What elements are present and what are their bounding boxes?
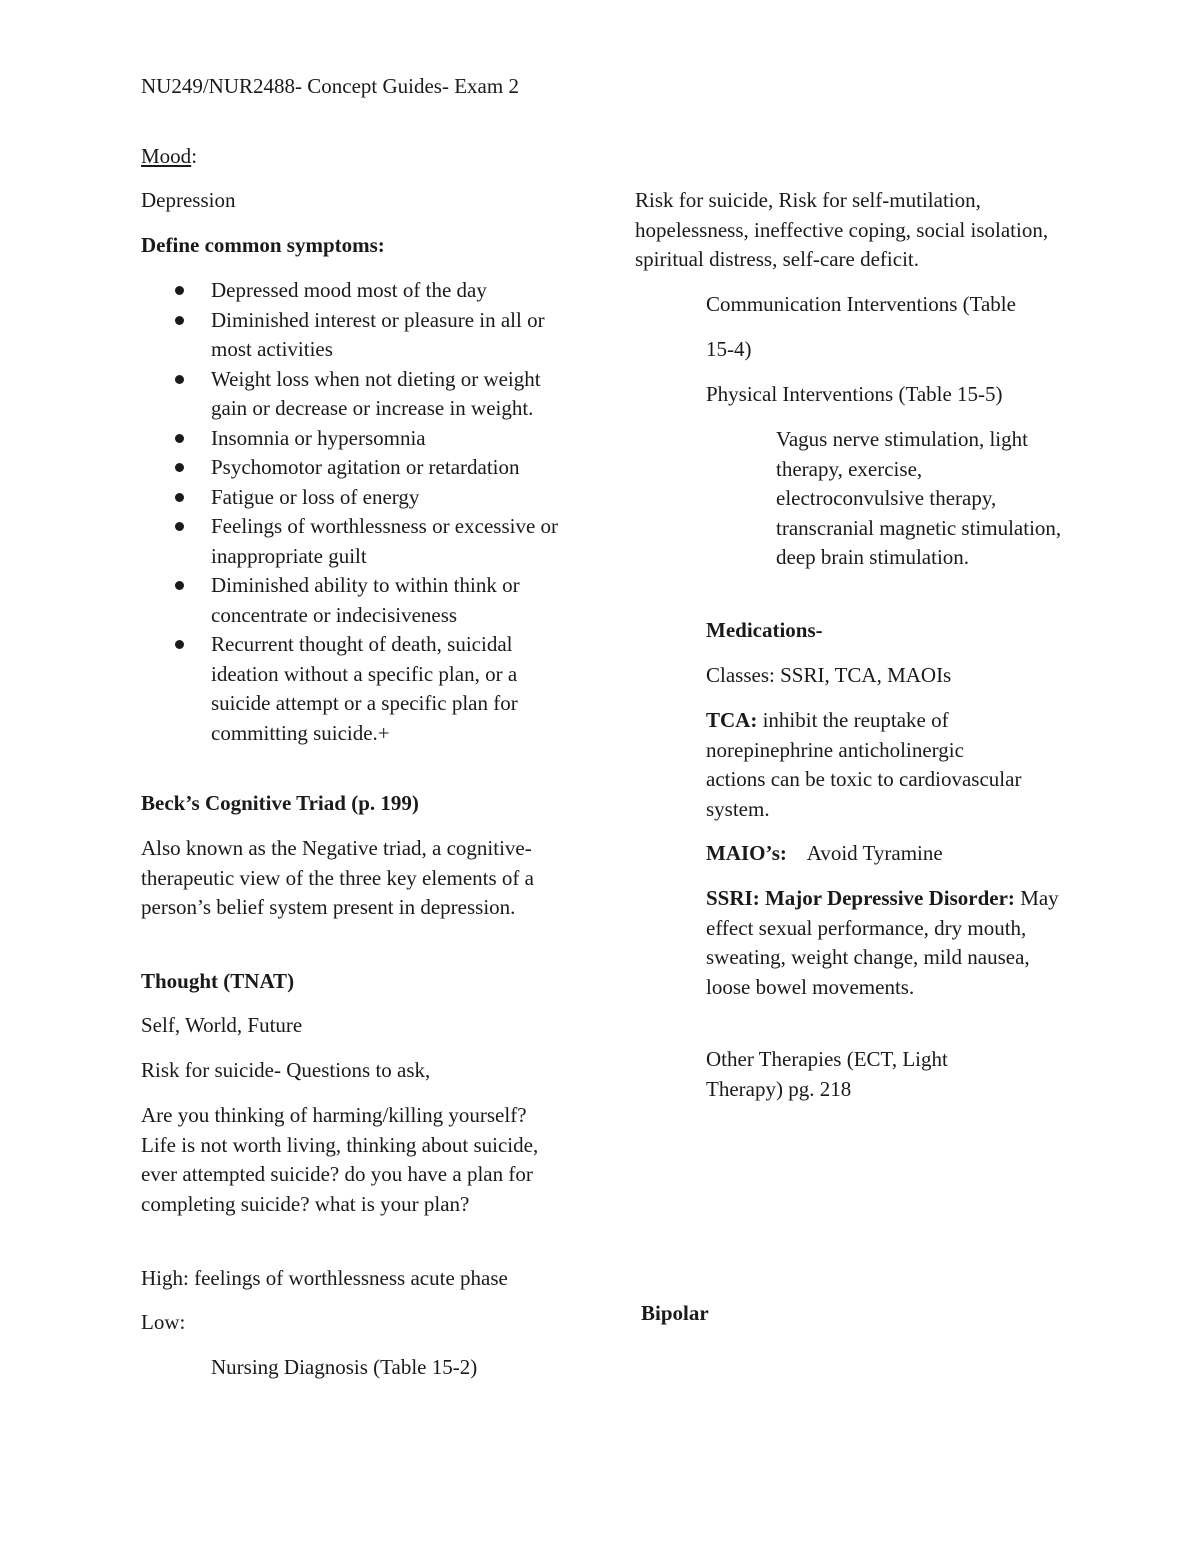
beck-heading: Beck’s Cognitive Triad (p. 199) bbox=[141, 791, 419, 815]
ssri-text: May effect sexual performance, dry mouth, sweating, weight change, mild nausea, loose bowel movements. bbox=[706, 886, 1059, 999]
medication-classes: Classes: SSRI, TCA, MAOIs bbox=[706, 663, 952, 687]
other-therapies: Other Therapies (ECT, Light Therapy) pg. 218 bbox=[706, 1047, 948, 1101]
risk-questions: Are you thinking of harming/killing yourself? Life is not worth living, thinking about suicide, ever attempted suicide? do you have a plan for completing suicide? what is your plan? bbox=[141, 1103, 539, 1216]
list-item: Feelings of worthlessness or excessive or inappropriate guilt bbox=[141, 512, 571, 571]
maoi-label: MAIO’s: bbox=[706, 841, 787, 865]
medications-heading: Medications- bbox=[706, 618, 823, 642]
risk-low: Low: bbox=[141, 1310, 186, 1334]
maoi-paragraph bbox=[706, 839, 943, 869]
nursing-diagnoses-list: Risk for suicide, Risk for self-mutilation, hopelessness, ineffective coping, social isolation, spiritual distress, self-care deficit. bbox=[635, 188, 1049, 271]
document-header: NU249/NUR2488- Concept Guides- Exam 2 bbox=[141, 74, 519, 98]
list-item: Insomnia or hypersomnia bbox=[141, 424, 571, 454]
ssri-label: SSRI: Major Depressive Disorder: bbox=[706, 886, 1015, 910]
list-item: Weight loss when not dieting or weight gain or decrease or increase in weight. bbox=[141, 365, 571, 424]
depression-label: Depression bbox=[141, 188, 236, 212]
tca-text: inhibit the reuptake of norepinephrine anticholinergic actions can be toxic to cardiovascular system. bbox=[706, 708, 1022, 821]
mood-title bbox=[141, 142, 197, 172]
maoi-text: Avoid Tyramine bbox=[786, 841, 943, 865]
physical-interventions: Physical Interventions (Table 15-5) bbox=[706, 382, 1003, 406]
beck-description: Also known as the Negative triad, a cognitive-therapeutic view of the three key elements of a person’s belief system present in depression. bbox=[141, 836, 534, 919]
list-item: Diminished interest or pleasure in all or most activities bbox=[141, 306, 571, 365]
risk-intro: Risk for suicide- Questions to ask, bbox=[141, 1058, 431, 1082]
ssri-paragraph bbox=[706, 884, 1061, 1002]
symptom-list bbox=[141, 276, 571, 748]
thought-heading: Thought (TNAT) bbox=[141, 969, 295, 993]
nursing-diagnosis-ref: Nursing Diagnosis (Table 15-2) bbox=[211, 1355, 478, 1379]
list-item: Psychomotor agitation or retardation bbox=[141, 453, 571, 483]
communication-interventions-table: 15-4) bbox=[706, 337, 752, 361]
risk-high: High: feelings of worthlessness acute phase bbox=[141, 1266, 508, 1290]
tca-label: TCA: bbox=[706, 708, 758, 732]
tca-paragraph bbox=[706, 706, 1026, 824]
thought-items: Self, World, Future bbox=[141, 1013, 303, 1037]
mood-colon: : bbox=[191, 144, 198, 168]
list-item: Fatigue or loss of energy bbox=[141, 483, 571, 513]
bipolar-heading: Bipolar bbox=[641, 1301, 709, 1325]
communication-interventions: Communication Interventions (Table bbox=[706, 292, 1016, 316]
list-item: Depressed mood most of the day bbox=[141, 276, 571, 306]
mood-label: Mood bbox=[141, 144, 192, 168]
physical-interventions-list: Vagus nerve stimulation, light therapy, exercise, electroconvulsive therapy, transcranial magnetic stimulation, deep brain stimulation. bbox=[776, 427, 1062, 569]
symptoms-heading: Define common symptoms: bbox=[141, 233, 385, 257]
list-item: Diminished ability to within think or concentrate or indecisiveness bbox=[141, 571, 571, 630]
list-item: Recurrent thought of death, suicidal ideation without a specific plan, or a suicide attempt or a specific plan for committing suicide.+ bbox=[141, 630, 571, 748]
